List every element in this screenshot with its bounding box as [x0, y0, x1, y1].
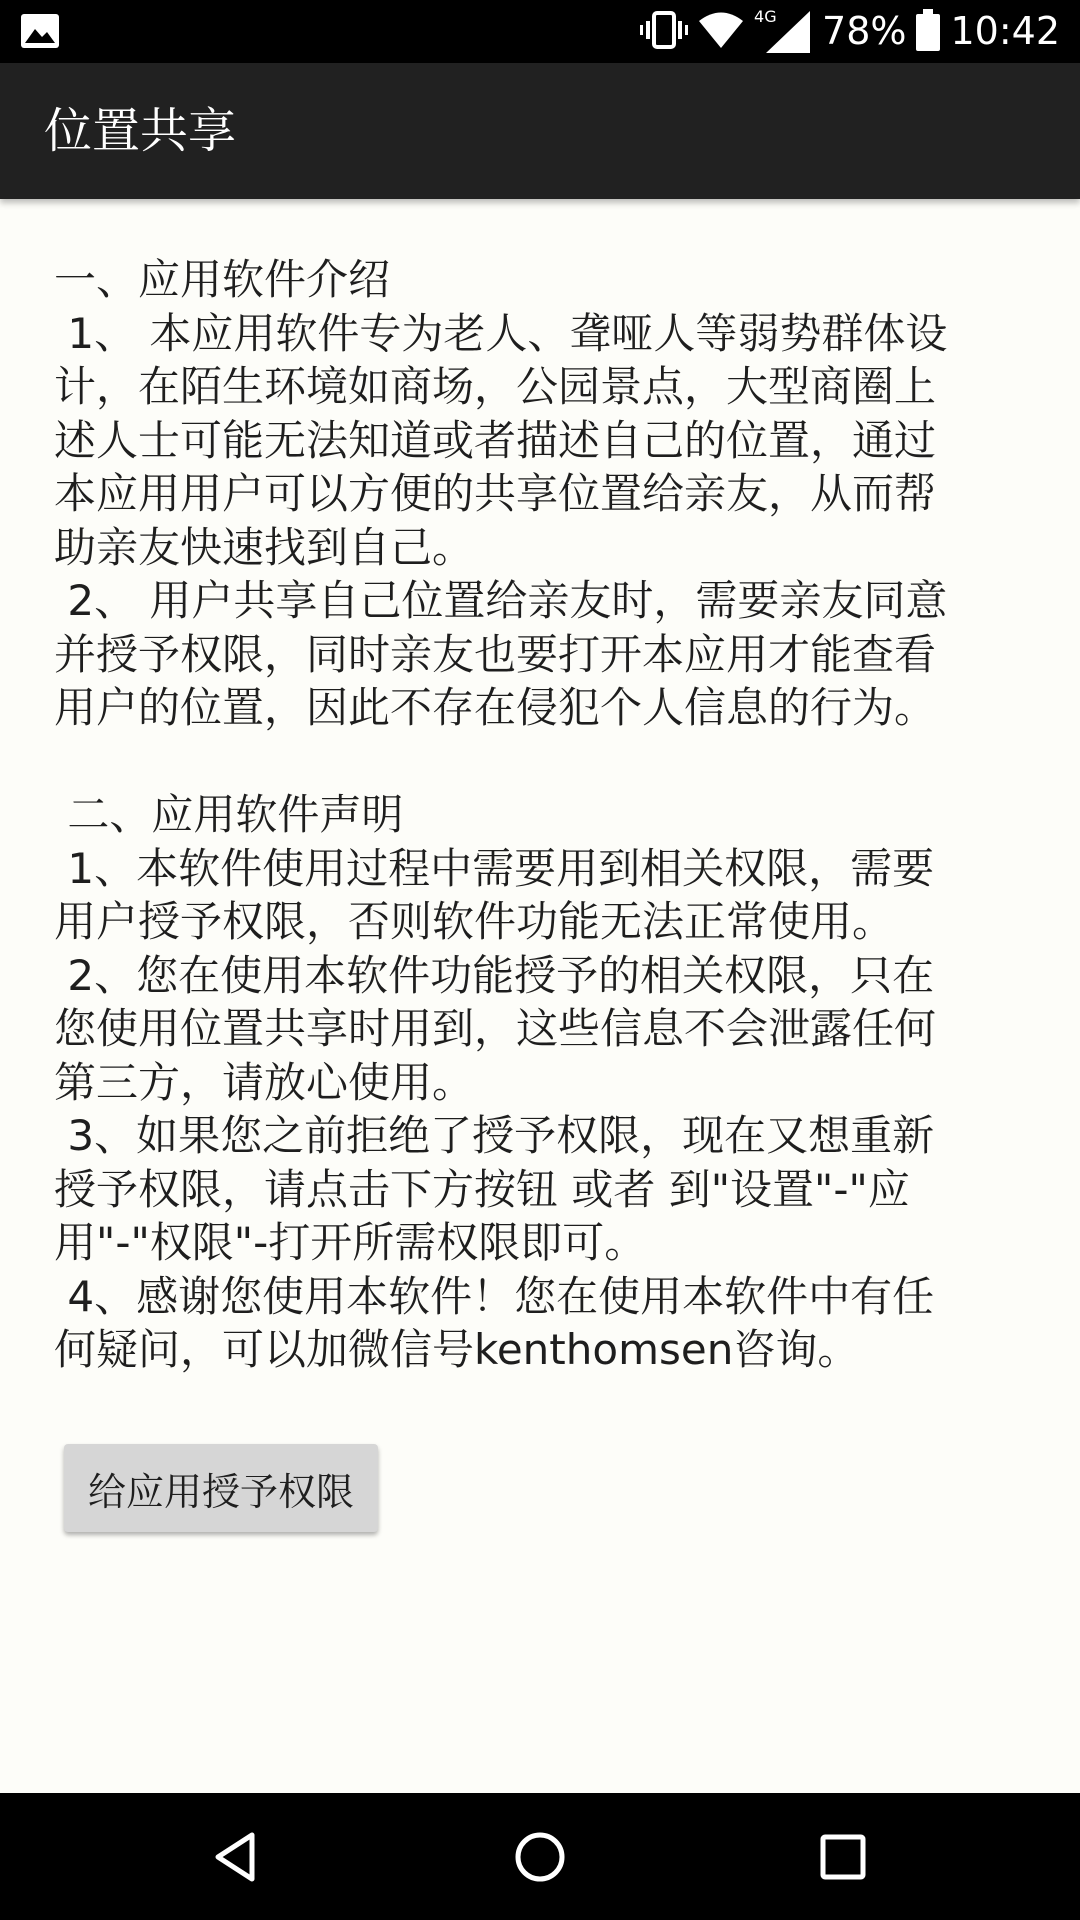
wifi-icon [698, 10, 744, 54]
navigation-bar [0, 1793, 1080, 1920]
text-line: 助亲友快速找到自己。 [54, 522, 475, 572]
page-title: 位置共享 [44, 103, 237, 159]
battery-percent: 78% [822, 9, 907, 53]
text-line: 授予权限，请点击下方按钮 或者 到"设置"-"应 [54, 1164, 910, 1214]
info-text [54, 253, 1029, 1377]
clock: 10:42 [950, 9, 1060, 53]
text-line: 第三方，请放心使用。 [54, 1057, 475, 1107]
text-line: 您使用位置共享时用到，这些信息不会泄露任何 [54, 1004, 937, 1053]
home-icon[interactable] [498, 1815, 582, 1899]
text-line: 4、感谢您使用本软件！您在使用本软件中有任 [54, 1271, 935, 1321]
text-line: 本应用用户可以方便的共享位置给亲友，从而帮 [54, 469, 937, 518]
text-line: 用"-"权限"-打开所需权限即可。 [54, 1218, 647, 1267]
text-line: 2、 用户共享自己位置给亲友时，需要亲友同意 [54, 576, 948, 625]
text-line: 3、如果您之前拒绝了授予权限，现在又想重新 [54, 1111, 935, 1160]
text-line: 1、本软件使用过程中需要用到相关权限，需要 [54, 843, 935, 893]
network-type-label: 4G [754, 6, 777, 26]
text-line: 并授予权限，同时亲友也要打开本应用才能查看 [54, 629, 937, 679]
status-bar [0, 0, 1080, 63]
blank-line [54, 735, 1029, 789]
app-toolbar [0, 63, 1080, 199]
back-icon[interactable] [194, 1815, 278, 1899]
text-line: 2、您在使用本软件功能授予的相关权限，只在 [54, 950, 935, 1000]
text-line: 用户的位置，因此不存在侵犯个人信息的行为。 [54, 683, 937, 732]
image-notification-icon [20, 13, 60, 53]
grant-permission-button[interactable]: 给应用授予权限 [64, 1444, 378, 1532]
text-line: 二、应用软件声明 [54, 790, 404, 839]
battery-icon [916, 9, 940, 55]
status-right [640, 0, 1060, 63]
text-line: 何疑问，可以加微信号kenthomsen咨询。 [54, 1325, 860, 1374]
cellular-signal-icon [754, 7, 812, 57]
vibrate-icon [640, 10, 688, 54]
text-line: 述人士可能无法知道或者描述自己的位置，通过 [54, 415, 937, 465]
text-line: 1、 本应用软件专为老人、聋哑人等弱势群体设 [54, 308, 948, 358]
text-line: 计，在陌生环境如商场，公园景点，大型商圈上 [54, 362, 937, 411]
recents-icon[interactable] [801, 1815, 885, 1899]
text-line: 一、应用软件介绍 [54, 255, 391, 304]
text-line: 用户授予权限，否则软件功能无法正常使用。 [54, 897, 895, 946]
